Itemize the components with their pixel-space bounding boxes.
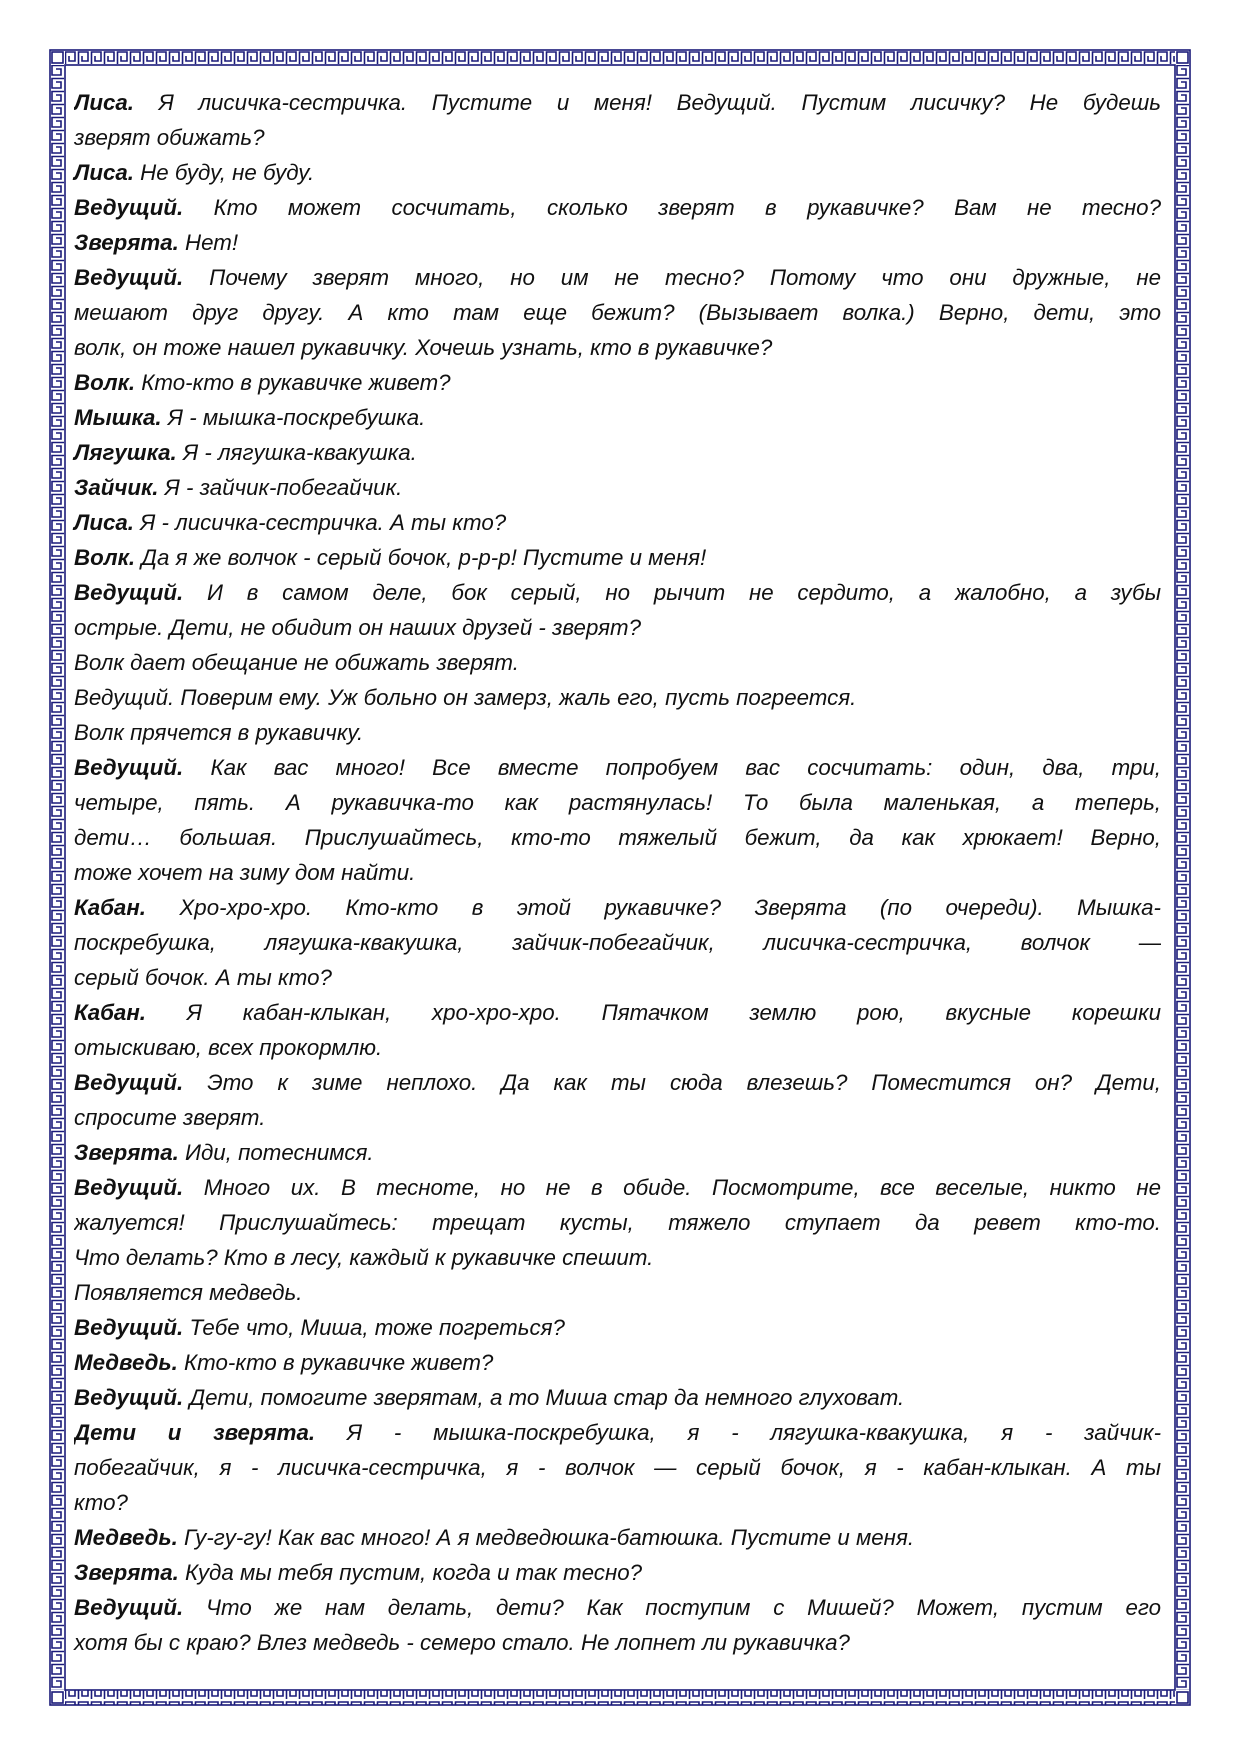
line-text: Появляется медведь. [74,1280,303,1305]
speaker-name: Волк. [74,370,136,395]
text-line [74,855,1161,890]
line-text: Тебе что, Миша, тоже погреться? [183,1315,565,1340]
speaker-name: Медведь. [74,1525,178,1550]
text-line [74,995,1161,1030]
text-line [74,225,1161,260]
text-line [74,1170,1161,1205]
text-line [74,820,1161,855]
line-text: Волк прячется в рукавичку. [74,720,364,745]
line-text: Как вас много! Все вместе попробуем вас сосчитать: один, два, три, [183,755,1161,780]
line-text: Я лисичка-сестричка. Пустите и меня! Ведущий. Пустим лисичку? Не будешь [133,90,1161,115]
line-text: жалуется! Прислушайтесь: трещат кусты, тяжело ступает да ревет кто-то. [74,1210,1161,1235]
text-line [74,85,1161,120]
line-text: четыре, пять. А рукавичка-то как растянулась! То была маленькая, а теперь, [74,790,1161,815]
line-text: Я - мышка-поскребушка. [161,405,426,430]
speaker-name: Медведь. [74,1350,178,1375]
speaker-name: Ведущий. [74,1175,184,1200]
speaker-name: Ведущий. [74,1595,184,1620]
speaker-name: Ведущий. [74,1385,184,1410]
text-line [74,155,1161,190]
text-line [74,1205,1161,1240]
line-text: хотя бы с краю? Влез медведь - семеро стало. Не лопнет ли рукавичка? [74,1630,850,1655]
line-text: Я - лягушка-квакушка. [176,440,417,465]
text-line [74,575,1161,610]
line-text: Куда мы тебя пустим, когда и так тесно? [178,1560,643,1585]
speaker-name: Ведущий. [74,1070,184,1095]
text-line [74,330,1161,365]
line-text: Хро-хро-хро. Кто-кто в этой рукавичке? Зверята (по очереди). Мышка- [145,895,1161,920]
line-text: Я кабан-клыкан, хро-хро-хро. Пятачком землю рою, вкусные корешки [145,1000,1161,1025]
text-line [74,1240,1161,1275]
speaker-name: Лиса. [74,160,134,185]
speaker-name: Кабан. [74,1000,146,1025]
speaker-name: Ведущий. [74,580,184,605]
text-line [74,645,1161,680]
line-text: волк, он тоже нашел рукавичку. Хочешь узнать, кто в рукавичке? [74,335,773,360]
speaker-name: Ведущий. [74,1315,184,1340]
line-text: Я - мышка-поскребушка, я - лягушка-квакушка, я - зайчик- [315,1420,1161,1445]
line-text: Что делать? Кто в лесу, каждый к рукавичке спешит. [74,1245,654,1270]
speaker-name: Лягушка. [74,440,177,465]
text-line [74,1100,1161,1135]
speaker-name: Зверята. [74,1140,179,1165]
text-line [74,610,1161,645]
line-text: Да я же волчок - серый бочок, р-р-р! Пустите и меня! [135,545,707,570]
text-line [74,190,1161,225]
line-text: Это к зиме неплохо. Да как ты сюда влезешь? Поместится он? Дети, [183,1070,1161,1095]
speaker-name: Зверята. [74,230,179,255]
text-line [74,1275,1161,1310]
speaker-name: Дети и зверята. [74,1420,316,1445]
speaker-name: Зверята. [74,1560,179,1585]
text-line [74,1485,1161,1520]
line-text: Что же нам делать, дети? Как поступим с Мишей? Может, пустим его [183,1595,1161,1620]
text-line [74,1415,1161,1450]
line-text: Кто-кто в рукавичке живет? [135,370,451,395]
line-text: побегайчик, я - лисичка-сестричка, я - волчок — серый бочок, я - кабан-клыкан. А ты [74,1455,1161,1480]
text-line [74,470,1161,505]
speaker-name: Мышка. [74,405,162,430]
line-text: поскребушка, лягушка-квакушка, зайчик-побегайчик, лисичка-сестричка, волчок — [74,930,1161,955]
line-text: Нет! [178,230,239,255]
text-line [74,785,1161,820]
text-line [74,960,1161,995]
line-text: серый бочок. А ты кто? [74,965,332,990]
text-line [74,680,1161,715]
line-text: мешают друг другу. А кто там еще бежит? (Вызывает волка.) Верно, дети, это [74,300,1161,325]
text-line [74,890,1161,925]
line-text: Волк дает обещание не обижать зверят. [74,650,519,675]
text-line [74,715,1161,750]
line-text: острые. Дети, не обидит он наших друзей - зверят? [74,615,641,640]
text-line [74,540,1161,575]
speaker-name: Ведущий. [74,265,184,290]
text-line [74,295,1161,330]
line-text: Иди, потеснимся. [178,1140,374,1165]
speaker-name: Лиса. [74,510,134,535]
text-line [74,1030,1161,1065]
text-line [74,750,1161,785]
speaker-name: Ведущий. [74,755,184,780]
speaker-name: Ведущий. [74,195,184,220]
text-line [74,120,1161,155]
text-line [74,925,1161,960]
text-line [74,1625,1161,1660]
line-text: Кто может сосчитать, сколько зверят в рукавичке? Вам не тесно? [183,195,1161,220]
line-text: Ведущий. Поверим ему. Уж больно он замерз, жаль его, пусть погреется. [74,685,857,710]
line-text: отыскиваю, всех прокормлю. [74,1035,383,1060]
line-text: дети… большая. Прислушайтесь, кто-то тяжелый бежит, да как хрюкает! Верно, [74,825,1161,850]
line-text: Много их. В тесноте, но не в обиде. Посмотрите, все веселые, никто не [183,1175,1161,1200]
text-line [74,365,1161,400]
line-text: кто? [74,1490,128,1515]
line-text: Я - лисичка-сестричка. А ты кто? [133,510,507,535]
line-text: Кто-кто в рукавичке живет? [177,1350,494,1375]
speaker-name: Кабан. [74,895,146,920]
line-text: тоже хочет на зиму дом найти. [74,860,416,885]
text-line [74,1555,1161,1590]
speaker-name: Волк. [74,545,136,570]
line-text: Я - зайчик-побегайчик. [158,475,403,500]
text-line [74,505,1161,540]
line-text: И в самом деле, бок серый, но рычит не сердито, а жалобно, а зубы [183,580,1161,605]
text-line [74,1310,1161,1345]
text-line [74,1590,1161,1625]
text-line [74,1520,1161,1555]
text-line [74,1135,1161,1170]
line-text: Почему зверят много, но им не тесно? Потому что они дружные, не [183,265,1161,290]
line-text: спросите зверят. [74,1105,266,1130]
text-line [74,435,1161,470]
speaker-name: Лиса. [74,90,134,115]
speaker-name: Зайчик. [74,475,159,500]
text-line [74,1065,1161,1100]
text-line [74,1345,1161,1380]
line-text: Гу-гу-гу! Как вас много! А я медведюшка-батюшка. Пустите и меня. [177,1525,915,1550]
text-line [74,1450,1161,1485]
text-line [74,260,1161,295]
line-text: Дети, помогите зверятам, а то Миша стар да немного глуховат. [183,1385,905,1410]
line-text: Не буду, не буду. [133,160,315,185]
script-text [74,85,1161,1660]
text-line [74,1380,1161,1415]
line-text: зверят обижать? [74,125,265,150]
text-line [74,400,1161,435]
